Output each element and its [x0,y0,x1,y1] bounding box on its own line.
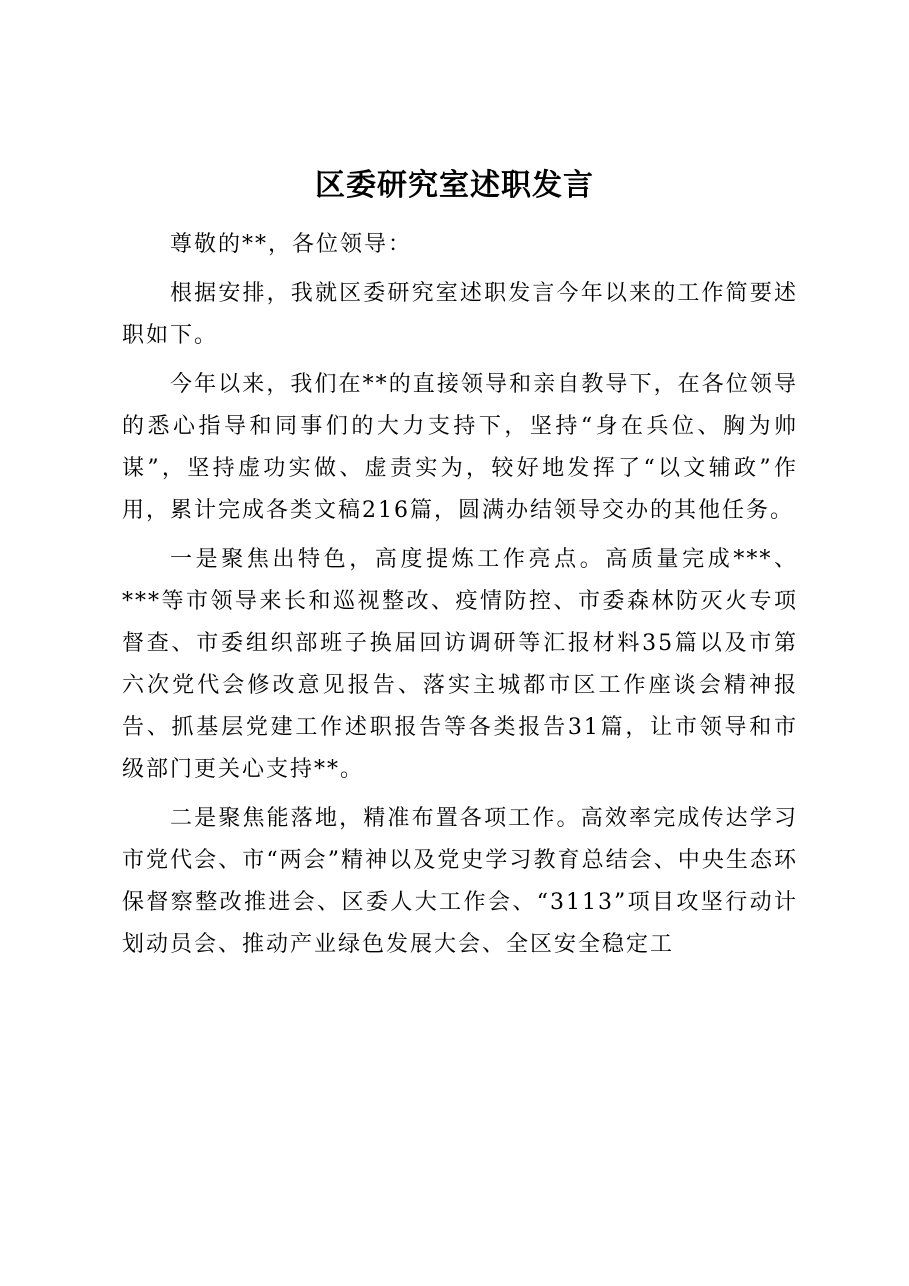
document-body [122,224,798,973]
intro-paragraph: 根据安排，我就区委研究室述职发言今年以来的工作简要述职如下。 [122,281,798,348]
document-title: 区委研究室述职发言 [315,168,594,203]
point-one-paragraph: 一是聚焦出特色，高度提炼工作亮点。高质量完成***、***等市领导来长和巡视整改、疫情防控、市委森林防灭火专项督查、市委组织部班子换届回访调研等汇报材料35篇以及市第六次党代会修改意见报告、落实主城都市区工作座谈会精神报告、抓基层党建工作述职报告等各类报告31篇，让市领导和市级部门更关心支持**。 [122,547,798,782]
salutation-paragraph: 尊敬的**，各位领导： [170,232,413,257]
point-two-paragraph: 二是聚焦能落地，精准布置各项工作。高效率完成传达学习市党代会、市“两会”精神以及党史学习教育总结会、中央生态环保督察整改推进会、区委人大工作会、“3113”项目攻坚行动计划动员会、推动产业绿色发展大会、全区安全稳定工 [122,806,798,957]
summary-paragraph: 今年以来，我们在**的直接领导和亲自教导下，在各位领导的悉心指导和同事们的大力支持下，坚持“身在兵位、胸为帅谋”，坚持虚功实做、虚责实为，较好地发挥了“以文辅政”作用，累计完成各类文稿216篇，圆满办结领导交办的其他任务。 [122,372,798,523]
